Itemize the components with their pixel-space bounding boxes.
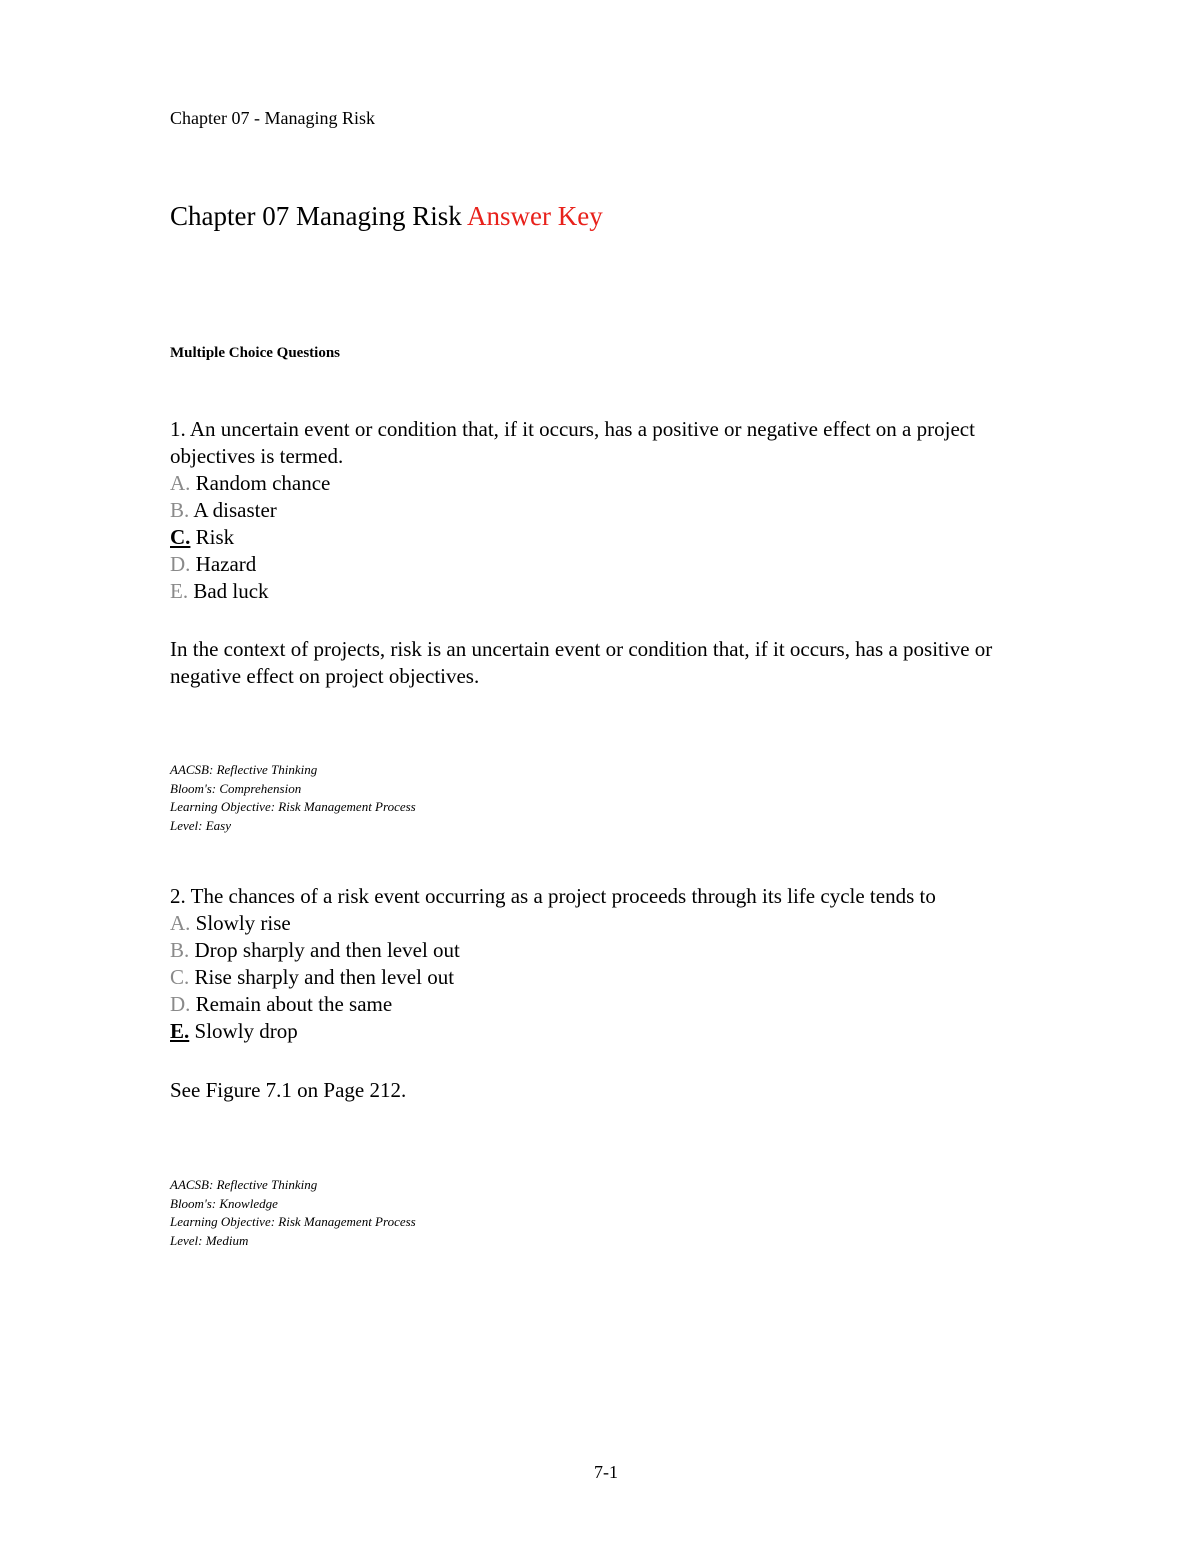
question-2-option-a — [170, 910, 1050, 937]
page-title — [170, 201, 603, 232]
learning-objective-tag: Learning Objective: Risk Management Process — [170, 1214, 416, 1229]
option-letter: C. — [170, 525, 191, 549]
option-text: Slowly drop — [189, 1019, 298, 1043]
question-1-stem: 1. An uncertain event or condition that, if it occurs, has a positive or negative effect on a project objectives is termed. — [170, 417, 975, 468]
option-text: Risk — [190, 525, 235, 549]
option-letter: E. — [170, 579, 189, 603]
option-letter: A. — [170, 471, 191, 495]
question-2-option-e-correct — [170, 1018, 1050, 1045]
option-text: Remain about the same — [190, 992, 393, 1016]
option-letter: B. — [170, 938, 190, 962]
question-1-option-e — [170, 578, 1050, 605]
question-2-option-c — [170, 964, 1050, 991]
option-text: Random chance — [190, 471, 331, 495]
level-tag: Level: Easy — [170, 817, 232, 833]
question-1-option-a — [170, 470, 1050, 497]
option-text: Rise sharply and then level out — [189, 965, 455, 989]
page-number: 7-1 — [594, 1462, 618, 1482]
option-text: A disaster — [189, 498, 277, 522]
option-letter: E. — [170, 1019, 190, 1043]
section-heading: Multiple Choice Questions — [170, 345, 341, 361]
level-tag: Level: Medium — [170, 1232, 249, 1248]
question-2-option-d — [170, 991, 1050, 1018]
question-2 — [170, 883, 1050, 1045]
question-1-option-d — [170, 551, 1050, 578]
option-text: Bad luck — [188, 579, 269, 603]
option-letter: D. — [170, 992, 191, 1016]
option-letter: B. — [170, 498, 190, 522]
question-2-metadata — [170, 1176, 416, 1250]
title-answer-key: Answer Key — [466, 201, 603, 231]
question-2-stem: 2. The chances of a risk event occurring as a project proceeds through its life cycle tends to — [170, 884, 936, 908]
option-text: Drop sharply and then level out — [189, 938, 460, 962]
blooms-tag: Bloom's: Comprehension — [170, 780, 302, 796]
explanation-text: See Figure 7.1 on Page 212. — [170, 1078, 407, 1102]
question-2-explanation — [170, 1077, 1050, 1104]
option-text: Hazard — [190, 552, 257, 576]
learning-objective-tag: Learning Objective: Risk Management Process — [170, 799, 416, 814]
question-1-explanation — [170, 636, 1050, 690]
question-1-option-c-correct — [170, 524, 1050, 551]
aacsb-tag: AACSB: Reflective Thinking — [170, 762, 318, 777]
question-2-option-b — [170, 937, 1050, 964]
aacsb-tag: AACSB: Reflective Thinking — [170, 1177, 318, 1192]
question-1 — [170, 416, 1050, 605]
running-header: Chapter 07 - Managing Risk — [170, 108, 375, 128]
question-1-metadata — [170, 761, 416, 835]
option-letter: A. — [170, 911, 191, 935]
option-letter: C. — [170, 965, 190, 989]
option-letter: D. — [170, 552, 191, 576]
question-1-option-b — [170, 497, 1050, 524]
explanation-text: In the context of projects, risk is an uncertain event or condition that, if it occurs, has a positive or negative effect on project objectives. — [170, 637, 993, 688]
title-main: Chapter 07 Managing Risk — [170, 201, 467, 231]
option-text: Slowly rise — [190, 911, 291, 935]
blooms-tag: Bloom's: Knowledge — [170, 1195, 278, 1211]
